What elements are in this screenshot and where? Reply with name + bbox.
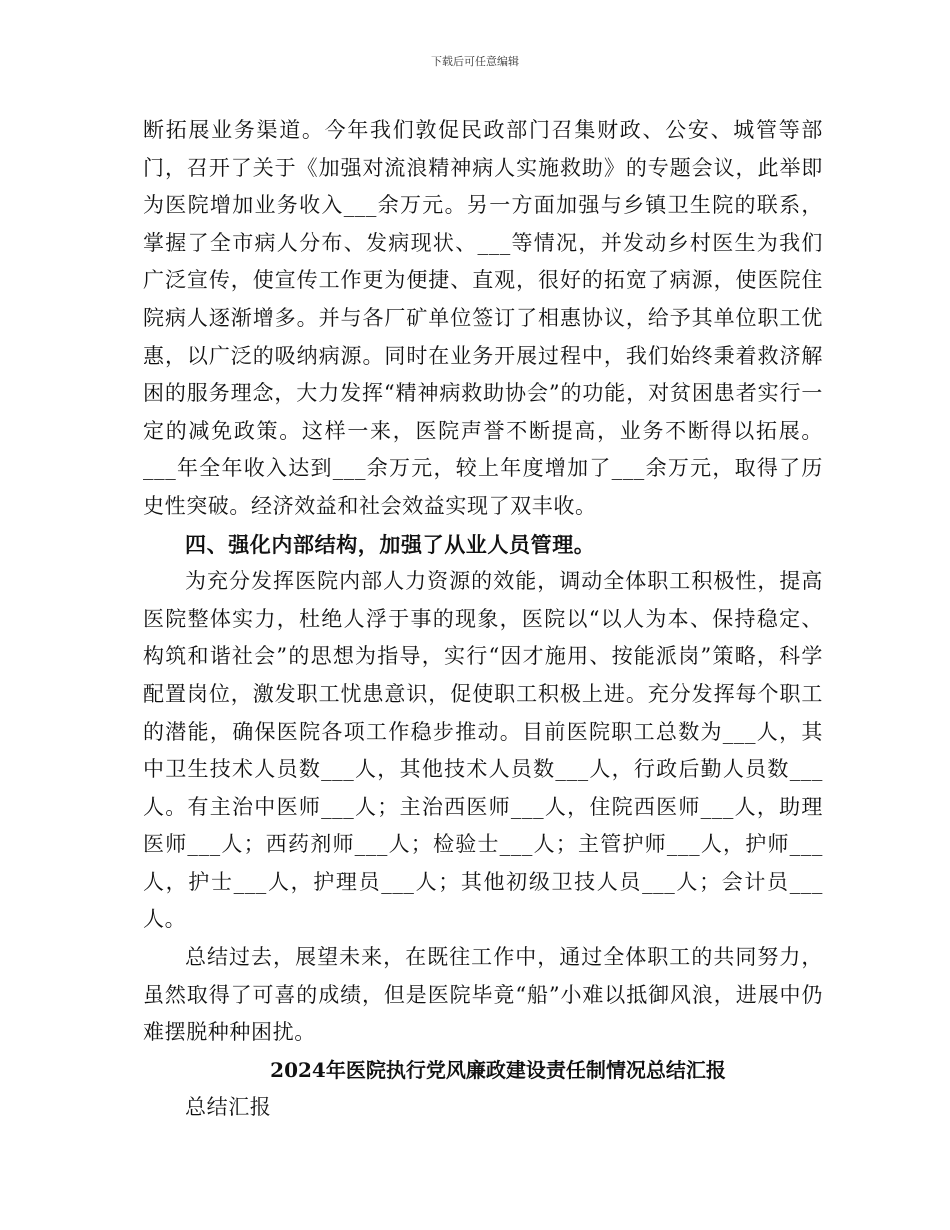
document-body — [143, 112, 823, 1127]
body-paragraph-summary: 总结过去，展望未来，在既往工作中，通过全体职工的共同努力，虽然取得了可喜的成绩，但是医院毕竟“船”小难以抵御风浪，进展中仍难摆脱种种困扰。 — [143, 945, 823, 1045]
next-document-title: 2024年医院执行党风廉政建设责任制情况总结汇报 — [270, 1057, 726, 1082]
section-heading-staff-management: 四、强化内部结构，加强了从业人员管理。 — [185, 531, 596, 557]
body-paragraph-revenue: 断拓展业务渠道。今年我们敦促民政部门召集财政、公安、城管等部门，召开了关于《加强对流浪精神病人实施救助》的专题会议，此举即为医院增加业务收入___余万元。另一方面加强与乡镇卫生院的联系，掌握了全市病人分布、发病现状、___等情况，并发动乡村医生为我们广泛宣传，使宣传工作更为便捷、直观，很好的拓宽了病源，使医院住院病人逐渐增多。并与各厂矿单位签订了相惠协议，给予其单位职工优惠，以广泛的吸纳病源。同时在业务开展过程中，我们始终秉着救济解困的服务理念，大力发挥“精神病救助协会”的功能，对贫困患者实行一定的减免政策。这样一来，医院声誉不断提高，业务不断得以拓展。___年全年收入达到___余万元，较上年度增加了___余万元，取得了历史性突破。经济效益和社会效益实现了双丰收。 — [143, 118, 823, 518]
next-document-subtitle: 总结汇报 — [185, 1095, 272, 1120]
page-header-note: 下载后可任意编辑 — [431, 55, 519, 68]
body-paragraph-staffing: 为充分发挥医院内部人力资源的效能，调动全体职工积极性，提高医院整体实力，杜绝人浮于事的现象，医院以“以人为本、保持稳定、构筑和谐社会”的思想为指导，实行“因才施用、按能派岗”策略，科学配置岗位，激发职工忧患意识，促使职工积极上进。充分发挥每个职工的潜能，确保医院各项工作稳步推动。目前医院职工总数为___人，其中卫生技术人员数___人，其他技术人员数___人，行政后勤人员数___人。有主治中医师___人；主治西医师___人，住院西医师___人，助理医师___人；西药剂师___人；检验士___人；主管护师___人，护师___人，护士___人，护理员___人；其他初级卫技人员___人；会计员___人。 — [143, 569, 823, 932]
